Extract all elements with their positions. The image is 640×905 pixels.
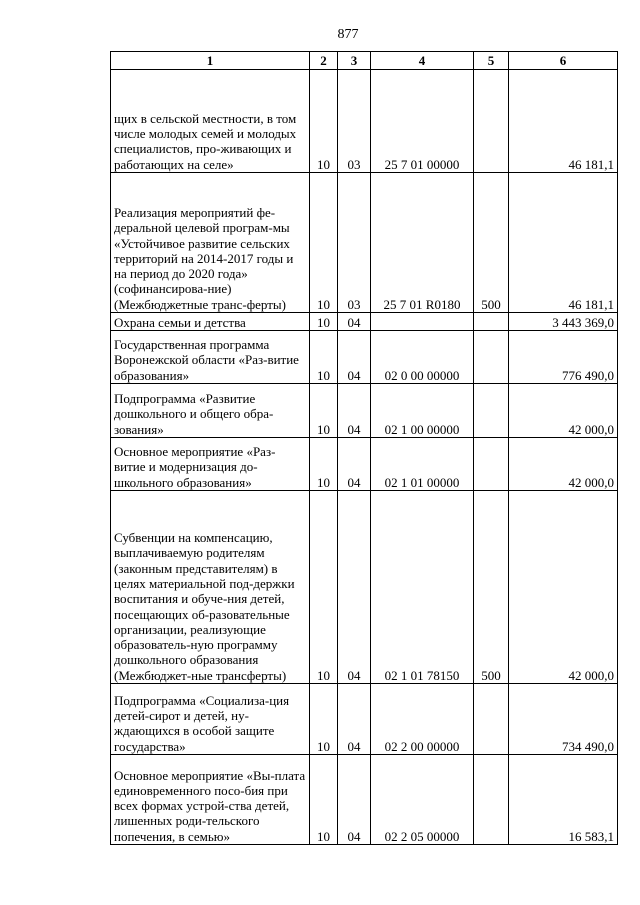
row-section: 10 <box>310 331 338 384</box>
row-name: щих в сельской местности, в том числе молодых семей и молодых специалистов, про-живающих и работающих на селе» <box>111 70 310 173</box>
row-section: 10 <box>310 438 338 491</box>
table-row <box>111 173 618 313</box>
row-subsection: 04 <box>338 684 371 755</box>
row-expense-type <box>474 755 509 845</box>
row-subsection: 03 <box>338 70 371 173</box>
row-amount: 776 490,0 <box>509 331 618 384</box>
row-name: Основное мероприятие «Раз-витие и модернизация до-школьного образования» <box>111 438 310 491</box>
row-name: Охрана семьи и детства <box>111 313 310 331</box>
row-target-code: 25 7 01 00000 <box>371 70 474 173</box>
row-target-code: 02 2 05 00000 <box>371 755 474 845</box>
row-name: Подпрограмма «Социализа-ция детей-сирот и детей, ну-ждающихся в особой защите государства» <box>111 684 310 755</box>
header-row <box>111 52 618 70</box>
table-row <box>111 755 618 845</box>
row-subsection: 04 <box>338 331 371 384</box>
row-subsection: 04 <box>338 491 371 684</box>
row-amount: 46 181,1 <box>509 173 618 313</box>
row-amount: 42 000,0 <box>509 491 618 684</box>
row-expense-type: 500 <box>474 173 509 313</box>
row-section: 10 <box>310 313 338 331</box>
row-expense-type <box>474 331 509 384</box>
row-amount: 42 000,0 <box>509 438 618 491</box>
table-row <box>111 684 618 755</box>
row-target-code: 02 1 01 78150 <box>371 491 474 684</box>
header-cell-target-code: 4 <box>371 52 474 70</box>
header-cell-section: 2 <box>310 52 338 70</box>
row-amount: 734 490,0 <box>509 684 618 755</box>
row-amount: 3 443 369,0 <box>509 313 618 331</box>
row-expense-type <box>474 70 509 173</box>
row-target-code: 02 2 00 00000 <box>371 684 474 755</box>
row-name: Основное мероприятие «Вы-плата единовременного посо-бия при всех формах устрой-ства детей, лишенных роди-тельского попечения, в семью» <box>111 755 310 845</box>
row-target-code: 25 7 01 R0180 <box>371 173 474 313</box>
row-name: Подпрограмма «Развитие дошкольного и общего обра-зования» <box>111 384 310 438</box>
row-subsection: 04 <box>338 438 371 491</box>
table-row <box>111 384 618 438</box>
row-subsection: 04 <box>338 755 371 845</box>
row-subsection: 04 <box>338 313 371 331</box>
row-name: Субвенции на компенсацию, выплачиваемую родителям (законным представителям) в целях материальной под-держки воспитания и обуче-ния детей, посещающих об-разовательные организации, реализующие образователь-ную программу дошкольного образования (Межбюджет-ные трансферты) <box>111 491 310 684</box>
row-amount: 42 000,0 <box>509 384 618 438</box>
row-target-code: 02 1 01 00000 <box>371 438 474 491</box>
row-section: 10 <box>310 491 338 684</box>
row-expense-type <box>474 438 509 491</box>
row-name: Государственная программа Воронежской области «Раз-витие образования» <box>111 331 310 384</box>
header-cell-name: 1 <box>111 52 310 70</box>
row-section: 10 <box>310 70 338 173</box>
row-expense-type <box>474 384 509 438</box>
row-subsection: 04 <box>338 384 371 438</box>
row-amount: 46 181,1 <box>509 70 618 173</box>
header-cell-subsection: 3 <box>338 52 371 70</box>
table-row <box>111 331 618 384</box>
row-expense-type <box>474 313 509 331</box>
row-expense-type <box>474 684 509 755</box>
row-section: 10 <box>310 173 338 313</box>
header-cell-amount: 6 <box>509 52 618 70</box>
table-row <box>111 313 618 331</box>
row-target-code: 02 1 00 00000 <box>371 384 474 438</box>
table-row <box>111 70 618 173</box>
header-cell-expense-type: 5 <box>474 52 509 70</box>
row-amount: 16 583,1 <box>509 755 618 845</box>
row-target-code <box>371 313 474 331</box>
page-number: 877 <box>337 27 359 42</box>
row-expense-type: 500 <box>474 491 509 684</box>
table-row <box>111 491 618 684</box>
table-row <box>111 438 618 491</box>
row-subsection: 03 <box>338 173 371 313</box>
row-section: 10 <box>310 755 338 845</box>
row-name: Реализация мероприятий фе-деральной целевой програм-мы «Устойчивое развитие сельских территорий на 2014-2017 годы и на период до 2020 года» (софинансирова-ние) (Межбюджетные транс-ферты) <box>111 173 310 313</box>
row-section: 10 <box>310 684 338 755</box>
budget-table <box>110 51 618 845</box>
row-section: 10 <box>310 384 338 438</box>
row-target-code: 02 0 00 00000 <box>371 331 474 384</box>
